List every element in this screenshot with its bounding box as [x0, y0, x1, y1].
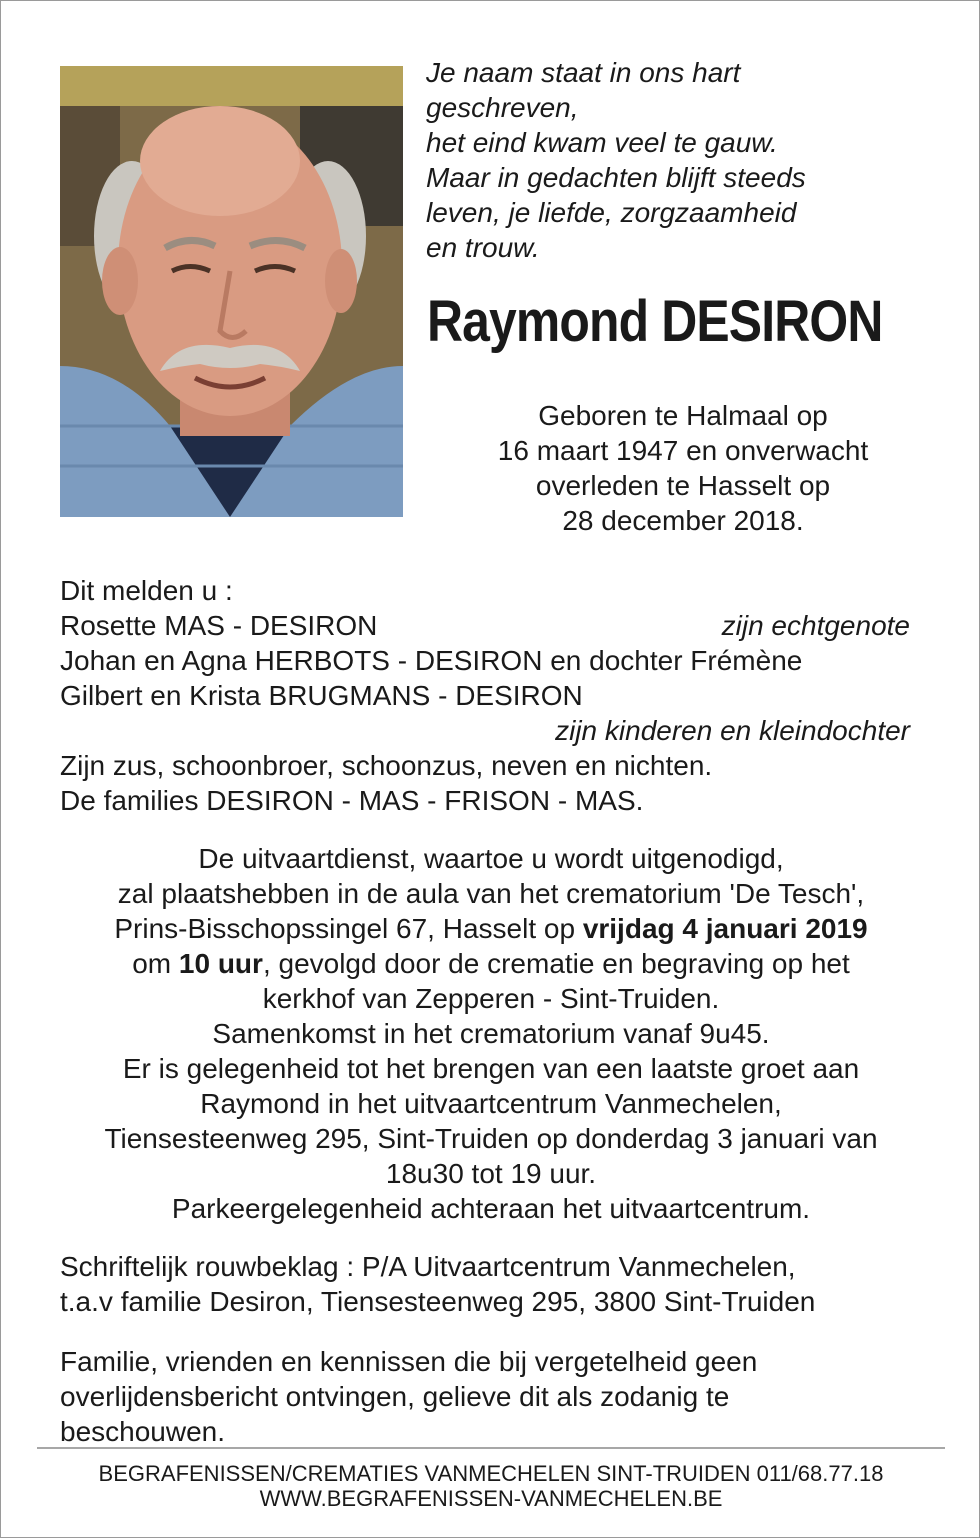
- announcers-list: [60, 573, 920, 818]
- poem-line: Maar in gedachten blijft steeds: [426, 162, 806, 193]
- child-row: Gilbert en Krista BRUGMANS - DESIRON: [60, 680, 583, 711]
- children-relation-row: [60, 713, 920, 748]
- poem-line: en trouw.: [426, 232, 540, 263]
- funeral-line: De uitvaartdienst, waartoe u wordt uitgenodigd,: [198, 843, 784, 874]
- birth-death-line: 28 december 2018.: [562, 505, 804, 536]
- poem-line: leven, je liefde, zorgzaamheid: [426, 197, 797, 228]
- spouse-row: [60, 608, 920, 643]
- portrait-illustration: [60, 66, 403, 517]
- memorial-poem: [426, 55, 946, 265]
- announce-intro: Dit melden u :: [60, 575, 233, 606]
- funeral-line: kerkhof van Zepperen - Sint-Truiden.: [262, 983, 720, 1014]
- siblings-row: Zijn zus, schoonbroer, schoonzus, neven en nichten.: [60, 750, 713, 781]
- funeral-time-prefix: om: [132, 948, 179, 979]
- birth-death-line: Geboren te Halmaal op: [538, 400, 828, 431]
- spouse-relation: zijn echtgenote: [721, 610, 910, 641]
- funeral-time: 10 uur: [178, 948, 263, 979]
- birth-death-line: overleden te Hasselt op: [535, 470, 831, 501]
- birth-death-line: 16 maart 1947 en onverwacht: [497, 435, 869, 466]
- funeral-address: Prins-Bisschopssingel 67, Hasselt op: [114, 913, 583, 944]
- funeral-home-footer: [21, 1461, 961, 1511]
- funeral-line: Er is gelegenheid tot het brengen van een laatste groet aan: [122, 1053, 860, 1084]
- funeral-home-contact: BEGRAFENISSEN/CREMATIES VANMECHELEN SINT-TRUIDEN 011/68.77.18: [98, 1461, 884, 1486]
- closing-note-line: Familie, vrienden en kennissen die bij vergetelheid geen: [60, 1346, 758, 1377]
- closing-note-line: beschouwen.: [60, 1416, 226, 1447]
- poem-line: Je naam staat in ons hart: [426, 57, 741, 88]
- funeral-line: 18u30 tot 19 uur.: [385, 1158, 597, 1189]
- closing-note-line: overlijdensbericht ontvingen, gelieve dit als zodanig te: [60, 1381, 730, 1412]
- funeral-line: Samenkomst in het crematorium vanaf 9u45.: [212, 1018, 770, 1049]
- funeral-home-website: WWW.BEGRAFENISSEN-VANMECHELEN.BE: [259, 1486, 723, 1511]
- closing-note: [60, 1344, 920, 1449]
- funeral-line: Parkeergelegenheid achteraan het uitvaartcentrum.: [171, 1193, 811, 1224]
- poem-line: het eind kwam veel te gauw.: [426, 127, 778, 158]
- poem-line: geschreven,: [426, 92, 579, 123]
- funeral-time-line: [31, 946, 951, 981]
- portrait-photo: [60, 66, 403, 517]
- condolence-line: Schriftelijk rouwbeklag : P/A Uitvaartcentrum Vanmechelen,: [60, 1251, 796, 1282]
- condolence-line: t.a.v familie Desiron, Tiensesteenweg 295, 3800 Sint-Truiden: [60, 1286, 816, 1317]
- funeral-details: [31, 841, 951, 1226]
- spouse-name: Rosette MAS - DESIRON: [60, 610, 378, 641]
- funeral-line: Tiensesteenweg 295, Sint-Truiden op donderdag 3 januari van: [104, 1123, 878, 1154]
- funeral-line: Raymond in het uitvaartcentrum Vanmechelen,: [200, 1088, 782, 1119]
- child-row: Johan en Agna HERBOTS - DESIRON en dochter Frémène: [60, 645, 803, 676]
- birth-death-info: [421, 398, 945, 538]
- funeral-line: zal plaatshebben in de aula van het crematorium 'De Tesch',: [117, 878, 865, 909]
- children-relation: zijn kinderen en kleindochter: [555, 715, 910, 746]
- families-row: De families DESIRON - MAS - FRISON - MAS.: [60, 785, 644, 816]
- footer-divider: [37, 1447, 945, 1449]
- funeral-date-line: [31, 911, 951, 946]
- funeral-time-suffix: , gevolgd door de crematie en begraving op het: [262, 948, 850, 979]
- deceased-name: Raymond DESIRON: [427, 289, 883, 354]
- condolence-address: [60, 1249, 920, 1319]
- funeral-date: vrijdag 4 januari 2019: [582, 913, 868, 944]
